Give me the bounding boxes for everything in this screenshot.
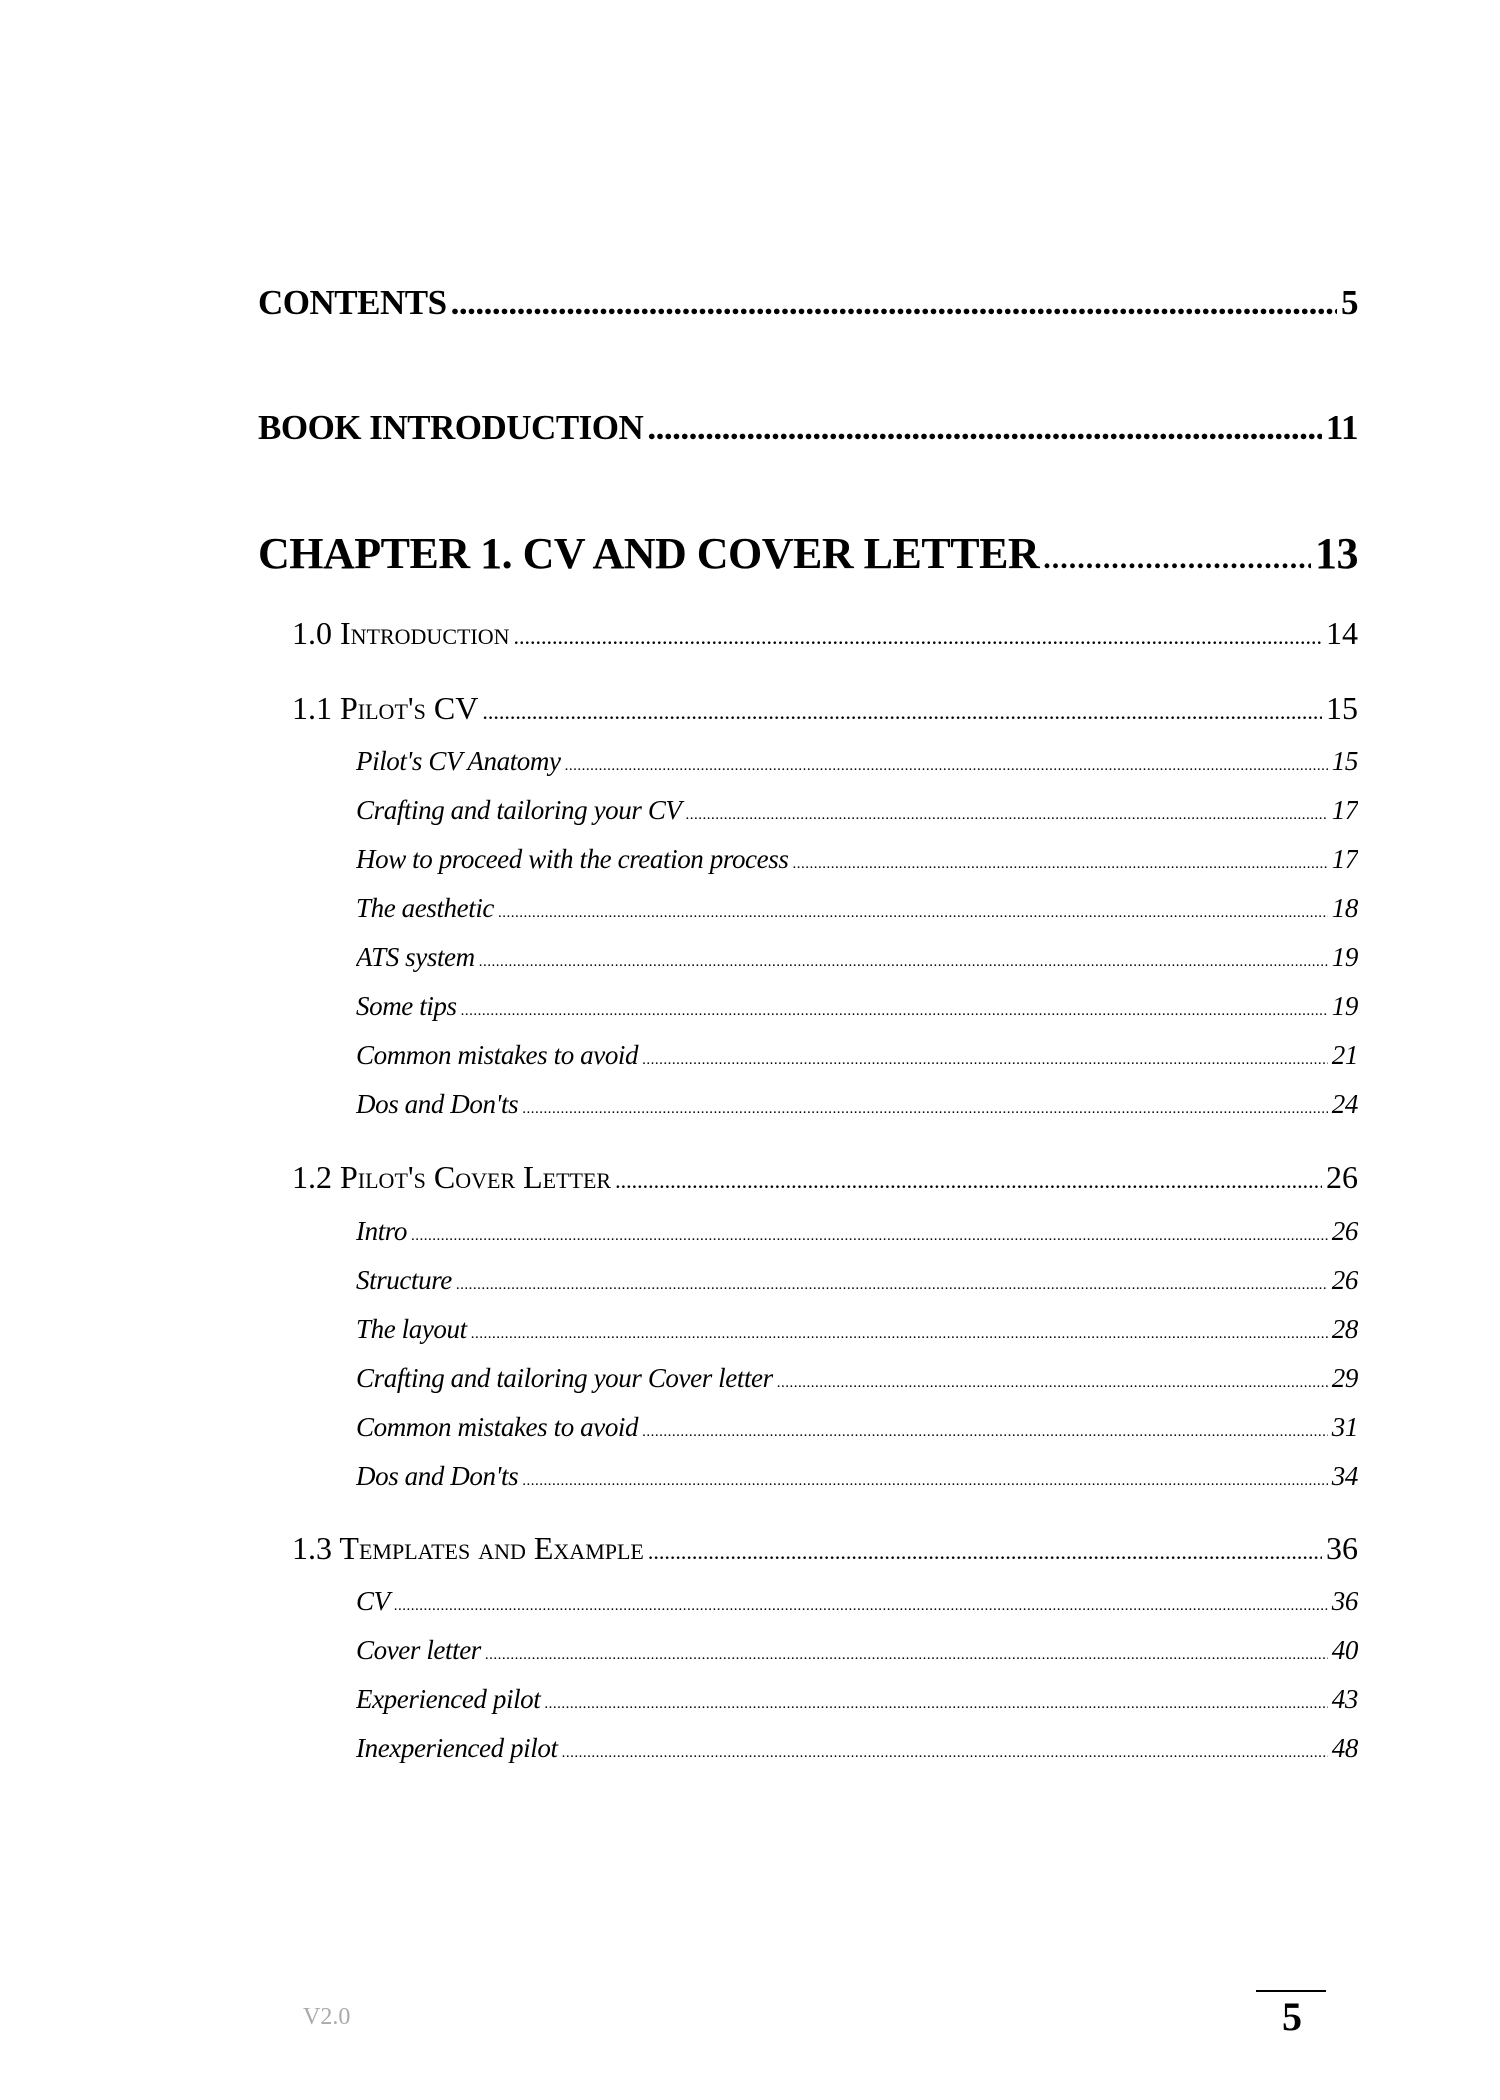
toc-subitem-title: Dos and Don'ts bbox=[356, 1461, 519, 1491]
toc-subitem[interactable] bbox=[356, 1586, 1358, 1617]
toc-subitem[interactable] bbox=[356, 1040, 1358, 1071]
toc-subitem-title: Structure bbox=[356, 1265, 452, 1295]
toc-subitem-title: Crafting and tailoring your CV bbox=[356, 795, 682, 825]
toc-subitem[interactable] bbox=[356, 746, 1358, 777]
toc-subitem-page: 17 bbox=[1331, 844, 1358, 874]
toc-leader-dots bbox=[792, 856, 1327, 873]
toc-section-1-1[interactable] bbox=[292, 690, 1358, 727]
toc-section-1-2[interactable] bbox=[292, 1159, 1358, 1196]
toc-subitem-title: Inexperienced pilot bbox=[356, 1733, 558, 1763]
toc-subitem[interactable] bbox=[356, 1216, 1358, 1247]
toc-subitem[interactable] bbox=[356, 1733, 1358, 1764]
toc-subitem-page: 19 bbox=[1331, 991, 1358, 1021]
toc-subitem-title: Common mistakes to avoid bbox=[356, 1040, 639, 1070]
toc-subitem-page: 28 bbox=[1331, 1314, 1358, 1344]
toc-subitem-page: 31 bbox=[1331, 1412, 1358, 1442]
toc-subitem-title: Some tips bbox=[356, 991, 457, 1021]
toc-subitem-page: 34 bbox=[1331, 1461, 1358, 1491]
toc-subitem-page: 40 bbox=[1331, 1635, 1358, 1665]
toc-subitem-title: The aesthetic bbox=[356, 893, 495, 923]
toc-entry-chapter-1[interactable] bbox=[258, 528, 1358, 579]
toc-subitem-page: 26 bbox=[1331, 1265, 1358, 1295]
toc-leader-dots bbox=[686, 807, 1328, 824]
toc-subitem-page: 17 bbox=[1331, 795, 1358, 825]
toc-subitem-page: 15 bbox=[1331, 746, 1358, 776]
toc-leader-dots bbox=[456, 1277, 1328, 1294]
toc-subitem-page: 48 bbox=[1331, 1733, 1358, 1763]
toc-leader-dots bbox=[544, 1696, 1327, 1713]
toc-subitem-page: 43 bbox=[1331, 1684, 1358, 1714]
toc-leader-dots bbox=[394, 1598, 1328, 1615]
toc-subitem[interactable] bbox=[356, 1314, 1358, 1345]
toc-section-page: 15 bbox=[1326, 690, 1358, 726]
toc-leader-dots bbox=[451, 283, 1337, 323]
version-label: V2.0 bbox=[303, 2004, 351, 2030]
toc-subitem[interactable] bbox=[356, 844, 1358, 875]
toc-subitem-title: Crafting and tailoring your Cover letter bbox=[356, 1363, 773, 1393]
toc-section-title: 1.0 Introduction bbox=[292, 615, 510, 651]
toc-subitem-title: Common mistakes to avoid bbox=[356, 1412, 639, 1442]
toc-subitem-page: 26 bbox=[1331, 1216, 1358, 1246]
toc-subitem[interactable] bbox=[356, 1089, 1358, 1120]
toc-subitem-page: 24 bbox=[1331, 1089, 1358, 1119]
toc-entry-title: CHAPTER 1. CV AND COVER LETTER bbox=[258, 529, 1040, 578]
toc-section-title: 1.3 Templates and Example bbox=[292, 1530, 644, 1566]
toc-section-page: 36 bbox=[1326, 1530, 1358, 1566]
toc-entry-title: BOOK INTRODUCTION bbox=[258, 408, 644, 447]
toc-entry-page: 5 bbox=[1341, 283, 1358, 322]
page-number: 5 bbox=[1282, 1994, 1302, 2039]
toc-subitem-title: Experienced pilot bbox=[356, 1684, 541, 1714]
toc-entry-title: CONTENTS bbox=[258, 283, 447, 322]
toc-subitem-page: 19 bbox=[1331, 942, 1358, 972]
toc-subitem[interactable] bbox=[356, 1635, 1358, 1666]
toc-leader-dots bbox=[411, 1228, 1328, 1245]
toc-section-page: 14 bbox=[1326, 615, 1358, 651]
toc-subitem[interactable] bbox=[356, 1412, 1358, 1443]
toc-section-title: 1.2 Pilot's Cover Letter bbox=[292, 1159, 612, 1195]
toc-subitem-page: 29 bbox=[1331, 1363, 1358, 1393]
toc-leader-dots bbox=[642, 1424, 1328, 1441]
toc-leader-dots bbox=[471, 1326, 1328, 1343]
toc-subitem[interactable] bbox=[356, 991, 1358, 1022]
toc-subitem-title: Pilot's CV Anatomy bbox=[356, 746, 561, 776]
toc-leader-dots bbox=[615, 1168, 1322, 1194]
toc-subitem[interactable] bbox=[356, 1363, 1358, 1394]
toc-section-page: 26 bbox=[1326, 1159, 1358, 1195]
toc-subitem[interactable] bbox=[356, 893, 1358, 924]
toc-subitem-title: How to proceed with the creation process bbox=[356, 844, 789, 874]
toc-section-1-3[interactable] bbox=[292, 1530, 1358, 1567]
toc-entry-page: 11 bbox=[1325, 408, 1358, 447]
toc-subitem-page: 18 bbox=[1331, 893, 1358, 923]
toc-leader-dots bbox=[485, 1647, 1328, 1664]
toc-subitem[interactable] bbox=[356, 1684, 1358, 1715]
toc-entry-book-introduction[interactable] bbox=[258, 408, 1358, 448]
toc-leader-dots bbox=[461, 1003, 1328, 1020]
toc-subitem-title: Cover letter bbox=[356, 1635, 481, 1665]
toc-entry-page: 13 bbox=[1315, 529, 1358, 578]
toc-subitem[interactable] bbox=[356, 942, 1358, 973]
toc-leader-dots bbox=[642, 1052, 1328, 1069]
toc-subitem[interactable] bbox=[356, 1265, 1358, 1296]
toc-subitem-page: 21 bbox=[1331, 1040, 1358, 1070]
toc-subitem[interactable] bbox=[356, 1461, 1358, 1492]
toc-leader-dots bbox=[562, 1745, 1328, 1762]
toc-leader-dots bbox=[522, 1473, 1328, 1490]
toc-subitem-title: Intro bbox=[356, 1216, 407, 1246]
toc-subitem-page: 36 bbox=[1331, 1586, 1358, 1616]
toc-leader-dots bbox=[565, 758, 1328, 775]
toc-leader-dots bbox=[777, 1375, 1328, 1392]
toc-leader-dots bbox=[482, 699, 1322, 725]
toc-section-1-0[interactable] bbox=[292, 615, 1358, 652]
toc-entry-contents[interactable] bbox=[258, 283, 1358, 323]
toc-leader-dots bbox=[647, 408, 1322, 448]
toc-leader-dots bbox=[648, 1539, 1322, 1565]
toc-leader-dots bbox=[514, 624, 1322, 650]
toc-leader-dots bbox=[498, 905, 1328, 922]
toc-subitem-title: Dos and Don'ts bbox=[356, 1089, 519, 1119]
toc-subitem-title: The layout bbox=[356, 1314, 467, 1344]
page-number-rule bbox=[1256, 1990, 1326, 1992]
toc-section-title: 1.1 Pilot's CV bbox=[292, 690, 479, 726]
toc-leader-dots bbox=[522, 1101, 1328, 1118]
toc-leader-dots bbox=[1043, 542, 1311, 576]
toc-subitem[interactable] bbox=[356, 795, 1358, 826]
toc-subitem-title: CV bbox=[356, 1586, 390, 1616]
toc-subitem-title: ATS system bbox=[356, 942, 475, 972]
toc-leader-dots bbox=[479, 954, 1328, 971]
